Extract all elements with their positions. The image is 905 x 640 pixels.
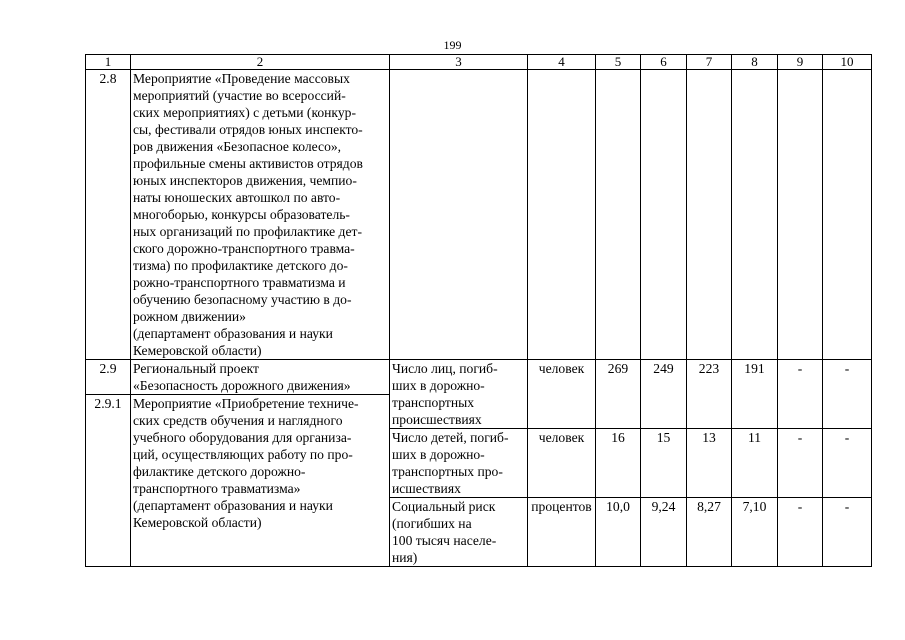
indicator-value: 223 [687,360,732,429]
page-number: 199 [443,38,462,52]
text-line: транспортных про- [392,464,503,479]
item-number: 2.9.1 [86,395,131,567]
indicator-value: 10,0 [596,498,641,567]
column-number: 8 [732,55,778,70]
text-line: ского дорожно-транспортного травма- [133,241,355,256]
event-description [131,395,390,567]
indicator-value: 15 [641,429,687,498]
column-number: 5 [596,55,641,70]
text-line: ских мероприятиях) с детьми (конкур- [133,105,356,120]
text-line: ших в дорожно- [392,378,485,393]
empty-cell [596,70,641,360]
indicator-value: - [778,429,823,498]
indicator-value: - [823,360,872,429]
text-line: тизма) по профилактике детского до- [133,258,348,273]
text-line: филактике детского дорожно- [133,464,306,479]
indicator-unit: человек [528,429,596,498]
indicator-value: 9,24 [641,498,687,567]
indicator-value: 269 [596,360,641,429]
indicator-value: 7,10 [732,498,778,567]
column-number: 2 [131,55,390,70]
text-line: 100 тысяч населе- [392,533,497,548]
text-line: исшествиях [392,481,461,496]
text-line: рожно-транспортного травматизма и [133,275,346,290]
text-line: транспортных [392,395,475,410]
text-line: юных инспекторов движения, чемпио- [133,173,357,188]
text-line: многоборью, конкурсы образователь- [133,207,350,222]
indicator-value: 13 [687,429,732,498]
empty-cell [823,70,872,360]
text-line: Число детей, погиб- [392,430,509,445]
text-line: (департамент образования и науки [133,498,333,513]
empty-cell [390,70,528,360]
text-line: (департамент образования и науки [133,326,333,341]
indicator-value: - [823,498,872,567]
text-line: Число лиц, погиб- [392,361,498,376]
text-line: ния) [392,550,418,565]
indicator-value: 191 [732,360,778,429]
indicator-value: - [823,429,872,498]
column-number: 7 [687,55,732,70]
text-line: ших в дорожно- [392,447,485,462]
indicator-name [390,360,528,429]
project-name [131,360,390,395]
empty-cell [641,70,687,360]
indicator-name [390,429,528,498]
text-line: Кемеровской области) [133,343,262,358]
table-row-2-8 [86,70,872,360]
column-number: 6 [641,55,687,70]
event-description [131,70,390,360]
text-line: учебного оборудования для организа- [133,430,352,445]
indicator-unit: процентов [528,498,596,567]
text-line: наты юношеских автошкол по авто- [133,190,341,205]
empty-cell [732,70,778,360]
table-row-2-9 [86,360,872,395]
text-line: ских средств обучения и наглядного [133,413,343,428]
indicator-unit: человек [528,360,596,429]
item-number: 2.8 [86,70,131,360]
text-line: ций, осуществляющих работу по про- [133,447,353,462]
text-line: рожном движении» [133,309,246,324]
text-line: профильные смены активистов отрядов [133,156,363,171]
text-line: Мероприятие «Проведение массовых [133,71,350,86]
text-line: ных организаций по профилактике дет- [133,224,362,239]
text-line: Кемеровской области) [133,515,262,530]
column-number: 9 [778,55,823,70]
item-number: 2.9 [86,360,131,395]
text-line: Социальный риск [392,499,496,514]
indicator-name [390,498,528,567]
text-line: сы, фестивали отрядов юных инспекто- [133,122,363,137]
text-line: мероприятий (участие во всероссий- [133,88,346,103]
empty-cell [778,70,823,360]
text-line: транспортного травматизма» [133,481,301,496]
column-numbers-row [86,55,872,70]
text-line: «Безопасность дорожного движения» [133,378,351,393]
text-line: Региональный проект [133,361,259,376]
column-number: 10 [823,55,872,70]
indicator-value: - [778,360,823,429]
text-line: происшествиях [392,412,482,427]
indicator-value: 11 [732,429,778,498]
indicator-value: 8,27 [687,498,732,567]
plan-table [85,54,872,567]
text-line: Мероприятие «Приобретение техниче- [133,396,359,411]
indicator-value: 16 [596,429,641,498]
indicator-value: - [778,498,823,567]
text-line: (погибших на [392,516,472,531]
column-number: 1 [86,55,131,70]
column-number: 3 [390,55,528,70]
column-number: 4 [528,55,596,70]
empty-cell [687,70,732,360]
indicator-value: 249 [641,360,687,429]
text-line: обучению безопасному участию в до- [133,292,352,307]
empty-cell [528,70,596,360]
text-line: ров движения «Безопасное колесо», [133,139,342,154]
